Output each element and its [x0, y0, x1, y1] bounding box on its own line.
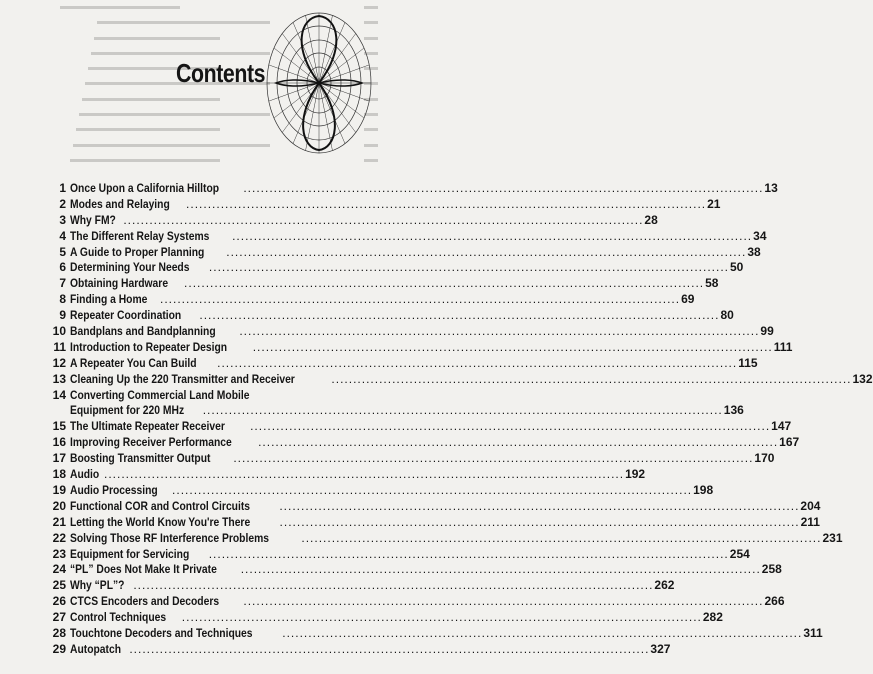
dot-leader: ........................................................................................................................: [123, 212, 644, 227]
toc-entry: [46, 244, 761, 261]
chapter-number: 10: [52, 324, 66, 339]
toc-entry: [46, 355, 758, 372]
chapter-title: Solving Those RF Interference Problems: [70, 530, 269, 545]
chapter-title: Touchtone Decoders and Techniques: [70, 625, 253, 640]
toc-entry: [46, 324, 774, 340]
toc-line: [70, 514, 820, 531]
dot-leader: ........................................................................................................................: [133, 578, 654, 593]
toc-entry: [46, 181, 778, 197]
chapter-number: 20: [52, 498, 66, 513]
toc-entry: [46, 435, 800, 451]
toc-entry: [46, 451, 775, 467]
page-number: 262: [654, 578, 675, 593]
toc-line: [70, 498, 821, 515]
chapter-number: 11: [53, 339, 66, 354]
page-number: 204: [800, 498, 821, 513]
dot-leader: ........................................................................................................................: [279, 498, 800, 513]
toc-line: [70, 196, 721, 213]
chapter-number: 15: [52, 419, 66, 434]
dot-leader: ........................................................................................................................: [181, 610, 702, 625]
toc-line: [70, 467, 646, 483]
toc-line: [70, 546, 750, 563]
page-number: 58: [705, 276, 719, 291]
toc-entry: [46, 610, 723, 626]
chapter-number: 26: [52, 594, 66, 609]
dot-leader: ........................................................................................................................: [282, 625, 803, 640]
toc-line: [70, 625, 823, 642]
chapter-number: 16: [52, 435, 66, 450]
dot-leader: ........................................................................................................................: [226, 244, 747, 259]
toc-line: [70, 355, 758, 372]
toc-entry: [46, 498, 821, 515]
page-number: 115: [738, 355, 758, 370]
page-number: 211: [800, 514, 820, 529]
page-number: 254: [729, 546, 750, 561]
page-number: 38: [747, 244, 761, 259]
chapter-title: The Different Relay Systems: [70, 228, 210, 243]
page-number: 147: [771, 419, 792, 434]
toc-entry: [46, 308, 734, 324]
chapter-number: 12: [52, 355, 66, 370]
dot-leader: ........................................................................................................................: [331, 371, 852, 386]
toc-line: [70, 594, 785, 610]
dot-leader: ........................................................................................................................: [202, 403, 723, 418]
chapter-number: 8: [59, 292, 66, 307]
chapter-number: 2: [59, 196, 66, 211]
dot-leader: ........................................................................................................................: [160, 292, 681, 307]
dot-leader: ........................................................................................................................: [239, 324, 760, 339]
dot-leader: ........................................................................................................................: [172, 482, 693, 497]
chapter-title: Modes and Relaying: [70, 196, 170, 211]
page-number: 132: [852, 371, 873, 386]
chapter-title: A Repeater You Can Build: [70, 355, 197, 370]
toc-line: [70, 403, 744, 419]
chapter-title: Why “PL”?: [70, 578, 125, 593]
chapter-number: 7: [59, 276, 66, 291]
toc-entry: [46, 482, 714, 499]
dot-leader: ........................................................................................................................: [208, 546, 729, 561]
dot-leader: ........................................................................................................................: [199, 308, 720, 323]
toc-line: [70, 562, 782, 578]
dot-leader: ........................................................................................................................: [232, 228, 753, 243]
toc-entry: [46, 514, 820, 531]
dot-leader: ........................................................................................................................: [252, 339, 773, 354]
chapter-title: Repeater Coordination: [70, 308, 182, 323]
toc-entry: [46, 292, 695, 308]
toc-line: [70, 181, 778, 197]
chapter-number: 27: [52, 610, 66, 625]
dot-leader: ........................................................................................................................: [279, 514, 800, 529]
chapter-number: 29: [52, 641, 66, 656]
page-number: 311: [803, 625, 823, 640]
chapter-number: 6: [59, 260, 66, 275]
toc-entry: [46, 371, 873, 388]
chapter-title: “PL” Does Not Make It Private: [70, 562, 217, 577]
page-number: 282: [702, 610, 723, 625]
dot-leader: ........................................................................................................................: [186, 196, 707, 211]
dot-leader: ........................................................................................................................: [243, 594, 764, 609]
toc-line: [70, 419, 792, 435]
chapter-number: 22: [52, 530, 66, 545]
page-number: 136: [723, 403, 744, 418]
toc-line: [70, 308, 734, 324]
page-number: 50: [730, 260, 744, 275]
table-of-contents: [46, 181, 873, 658]
dot-leader: ........................................................................................................................: [301, 530, 822, 545]
page-title: Contents: [176, 58, 266, 88]
toc-line: [70, 212, 658, 229]
toc-entry: [46, 196, 721, 213]
chapter-title: Bandplans and Bandplanning: [70, 324, 216, 339]
toc-line: [70, 276, 719, 292]
toc-entry: [46, 260, 744, 276]
dot-leader: ........................................................................................................................: [129, 641, 650, 656]
chapter-title: The Ultimate Repeater Receiver: [70, 419, 225, 434]
chapter-number: 9: [59, 308, 66, 323]
chapter-number: 3: [59, 212, 66, 227]
chapter-number: 25: [52, 578, 66, 593]
toc-line: [70, 292, 695, 308]
chapter-number: 17: [52, 451, 66, 466]
page-number: 34: [753, 228, 767, 243]
page-number: 21: [707, 196, 721, 211]
polar-pattern-graphic: [264, 8, 374, 158]
page-number: 198: [693, 482, 714, 497]
page-number: 13: [764, 181, 778, 195]
toc-entry: [46, 467, 646, 483]
toc-line: [70, 451, 775, 467]
toc-entry: [46, 419, 792, 435]
page-number: 99: [760, 324, 774, 339]
chapter-number: 1: [59, 181, 66, 195]
chapter-title: Functional COR and Control Circuits: [70, 498, 251, 513]
dot-leader: ........................................................................................................................: [217, 355, 738, 370]
toc-entry: [46, 228, 767, 245]
dot-leader: ........................................................................................................................: [104, 467, 625, 482]
toc-line: [70, 388, 364, 404]
toc-entry: [46, 641, 671, 658]
page-number: 192: [625, 467, 646, 482]
chapter-title: Control Techniques: [70, 610, 167, 625]
chapter-title: Cleaning Up the 220 Transmitter and Receiver: [70, 371, 295, 386]
chapter-title: Finding a Home: [70, 292, 148, 307]
toc-line: [70, 530, 843, 547]
dot-leader: ........................................................................................................................: [243, 181, 764, 195]
toc-entry: [46, 546, 750, 563]
toc-entry: [46, 387, 744, 420]
page-number: 167: [779, 435, 800, 450]
dot-leader: ........................................................................................................................: [240, 562, 761, 577]
page-number: 69: [681, 292, 695, 307]
toc-line: [70, 435, 800, 451]
toc-line: [70, 482, 714, 499]
chapter-number: 21: [52, 514, 66, 529]
chapter-title: Equipment for 220 MHz: [70, 403, 185, 418]
chapter-number: 19: [52, 482, 66, 497]
page-number: 80: [720, 308, 734, 323]
toc-line: [70, 324, 774, 340]
page-number: 28: [644, 212, 658, 227]
toc-line: [70, 244, 761, 261]
dot-leader: ........................................................................................................................: [250, 419, 771, 434]
dot-leader: ........................................................................................................................: [208, 260, 729, 275]
chapter-number: 13: [52, 371, 66, 386]
chapter-number: 14: [52, 387, 66, 402]
toc-line: [70, 228, 767, 245]
toc-line: [70, 371, 873, 388]
toc-entry: [46, 530, 843, 547]
chapter-title: Once Upon a California Hilltop: [70, 181, 220, 195]
toc-line: [70, 260, 744, 276]
page-number: 327: [650, 641, 671, 656]
chapter-title: Boosting Transmitter Output: [70, 451, 211, 466]
page-number: 266: [764, 594, 785, 609]
page-number: 231: [822, 530, 843, 545]
chapter-number: 28: [52, 625, 66, 640]
toc-entry: [46, 276, 719, 292]
chapter-title: CTCS Encoders and Decoders: [70, 594, 220, 609]
toc-line: [70, 641, 671, 658]
toc-entry: [46, 594, 785, 610]
chapter-number: 23: [52, 546, 66, 561]
toc-entry: [46, 212, 658, 229]
chapter-number: 4: [59, 228, 66, 243]
chapter-title: Audio Processing: [70, 482, 158, 497]
chapter-number: 24: [52, 562, 66, 577]
toc-line: [70, 578, 675, 594]
page-number: 258: [761, 562, 782, 577]
chapter-title: Equipment for Servicing: [70, 546, 190, 561]
toc-entry: [46, 578, 675, 594]
chapter-title: Improving Receiver Performance: [70, 435, 232, 450]
chapter-number: 5: [59, 244, 66, 259]
chapter-title: Letting the World Know You're There: [70, 514, 251, 529]
chapter-title: Converting Commercial Land Mobile: [70, 387, 250, 402]
chapter-number: 18: [52, 467, 66, 482]
page-number: 170: [754, 451, 775, 466]
chapter-title: Why FM?: [70, 212, 116, 227]
toc-line: [70, 339, 793, 356]
dot-leader: ........................................................................................................................: [233, 451, 754, 466]
toc-entry: [46, 625, 823, 642]
chapter-title: A Guide to Proper Planning: [70, 244, 205, 259]
chapter-title: Obtaining Hardware: [70, 276, 169, 291]
toc-entry: [46, 562, 782, 578]
chapter-title: Determining Your Needs: [70, 260, 190, 275]
toc-line: [70, 610, 723, 626]
dot-leader: ........................................................................................................................: [184, 276, 705, 291]
page-number: 111: [773, 339, 793, 354]
chapter-title: Introduction to Repeater Design: [70, 339, 228, 354]
dot-leader: ........................................................................................................................: [258, 435, 779, 450]
chapter-title: Audio: [70, 467, 100, 482]
toc-entry: [46, 339, 793, 356]
chapter-title: Autopatch: [70, 641, 122, 656]
